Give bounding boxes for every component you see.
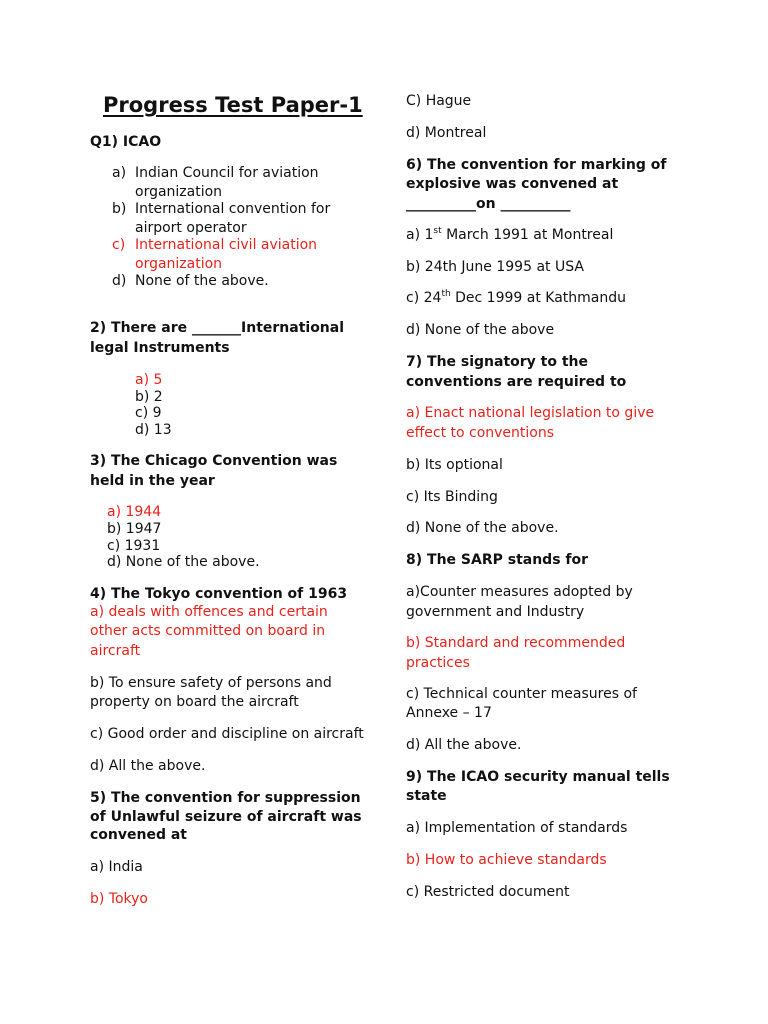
question-7-line-1: 7) The signatory to the <box>406 354 589 370</box>
q6-option-a <box>406 226 613 245</box>
question-9-line-2: state <box>406 788 447 804</box>
question-2-line-2: legal Instruments <box>90 340 230 356</box>
q6-option-b: b) 24th June 1995 at USA <box>406 259 584 275</box>
q4-option-d: d) All the above. <box>90 758 206 774</box>
q4-option-a-answer: other acts committed on board in <box>90 623 326 639</box>
q7-option-b: b) Its optional <box>406 457 503 473</box>
question-5-line-1: 5) The convention for suppression <box>90 790 361 806</box>
q5-option-d: d) Montreal <box>406 125 487 141</box>
q7-option-d: d) None of the above. <box>406 520 559 536</box>
q7-option-a-answer: effect to conventions <box>406 425 555 441</box>
q6-option-c <box>406 289 626 308</box>
option-text: Dec 1999 at Kathmandu <box>450 290 626 306</box>
question-4: 4) The Tokyo convention of 1963 <box>90 586 348 602</box>
q3-option-b: b) 1947 <box>107 521 162 537</box>
q8-option-b-answer: practices <box>406 655 470 671</box>
q2-option-b: b) 2 <box>135 389 163 405</box>
q5-option-b-answer: b) Tokyo <box>90 891 148 907</box>
q8-option-a: government and Industry <box>406 604 585 620</box>
question-5-line-2: of Unlawful seizure of aircraft was <box>90 809 362 825</box>
option-text: International convention for <box>135 201 331 217</box>
question-5-line-3: convened at <box>90 827 188 843</box>
q4-option-b: b) To ensure safety of persons and <box>90 675 332 691</box>
option-label: c) <box>112 237 126 253</box>
q5-option-a: a) India <box>90 859 143 875</box>
q9-option-a: a) Implementation of standards <box>406 820 628 836</box>
option-label: b) <box>112 201 127 217</box>
question-6-line-3: __________on __________ <box>406 196 571 212</box>
q6-option-d: d) None of the above <box>406 322 555 338</box>
page-title: Progress Test Paper-1 <box>103 93 363 117</box>
option-text: March 1991 at Montreal <box>441 227 614 243</box>
question-3-line-2: held in the year <box>90 473 215 489</box>
q9-option-c: c) Restricted document <box>406 884 570 900</box>
q2-option-d: d) 13 <box>135 422 172 438</box>
ordinal-suffix: th <box>441 289 451 299</box>
q8-option-d: d) All the above. <box>406 737 522 753</box>
q4-option-a-answer: aircraft <box>90 643 141 659</box>
question-1: Q1) ICAO <box>90 134 162 150</box>
q4-option-b: property on board the aircraft <box>90 694 299 710</box>
q4-option-c: c) Good order and discipline on aircraft <box>90 726 364 742</box>
question-2-line-1: 2) There are _______International <box>90 320 345 336</box>
ordinal-suffix: st <box>433 226 442 236</box>
question-9-line-1: 9) The ICAO security manual tells <box>406 769 670 785</box>
q7-option-c: c) Its Binding <box>406 489 498 505</box>
question-7-line-2: conventions are required to <box>406 374 627 390</box>
option-text: c) 24 <box>406 290 442 306</box>
option-text: Indian Council for aviation <box>135 165 319 181</box>
q9-option-b-answer: b) How to achieve standards <box>406 852 607 868</box>
q8-option-c: Annexe – 17 <box>406 705 492 721</box>
option-label: d) <box>112 273 127 289</box>
option-label: a) <box>112 165 127 181</box>
q3-option-d: d) None of the above. <box>107 554 260 570</box>
q2-option-a-answer: a) 5 <box>135 372 163 388</box>
q8-option-a: a)Counter measures adopted by <box>406 584 633 600</box>
option-text: organization <box>135 184 223 200</box>
option-text: airport operator <box>135 220 247 236</box>
option-text: International civil aviation <box>135 237 318 253</box>
q5-option-c: C) Hague <box>406 93 472 109</box>
q3-option-c: c) 1931 <box>107 538 161 554</box>
option-text: a) 1 <box>406 227 434 243</box>
q7-option-a-answer: a) Enact national legislation to give <box>406 405 655 421</box>
q4-option-a-answer: a) deals with offences and certain <box>90 604 328 620</box>
q8-option-b-answer: b) Standard and recommended <box>406 635 626 651</box>
option-text: None of the above. <box>135 273 269 289</box>
question-6-line-1: 6) The convention for marking of <box>406 157 667 173</box>
question-8: 8) The SARP stands for <box>406 552 589 568</box>
q2-option-c: c) 9 <box>135 405 162 421</box>
question-6-line-2: explosive was convened at <box>406 176 619 192</box>
option-text: organization <box>135 256 223 272</box>
q8-option-c: c) Technical counter measures of <box>406 686 637 702</box>
q3-option-a-answer: a) 1944 <box>107 504 162 520</box>
question-3-line-1: 3) The Chicago Convention was <box>90 453 338 469</box>
